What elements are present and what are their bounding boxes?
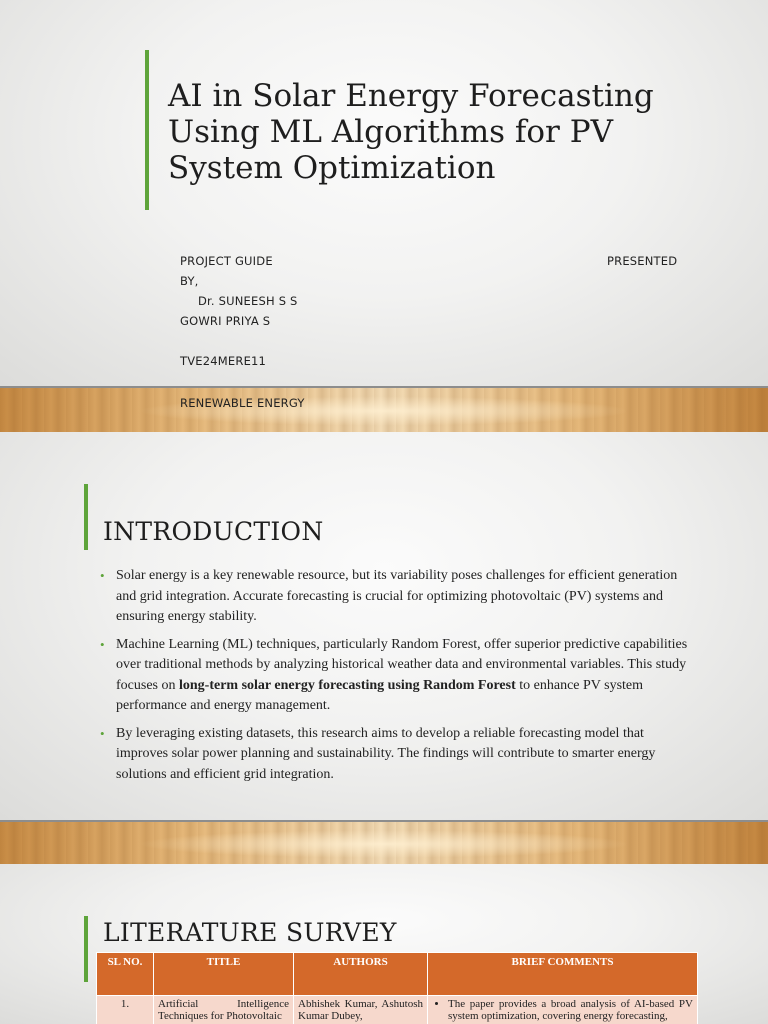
intro-heading: INTRODUCTION [103,517,324,546]
intro-bullet-2-bold-text: long-term solar energy forecasting using Random Forest [179,677,516,693]
literature-table [96,952,698,1024]
col-header-title: TITLE [154,953,294,996]
title-slide [0,0,768,388]
comment-bullet: • The paper provides a broad analysis of AI-based PV system optimization, covering energy forecasting, [448,998,693,1022]
presented-label: PRESENTED [607,254,678,268]
department-label: RENEWABLE ENERGY [180,396,305,410]
literature-survey-slide [0,864,768,1024]
wood-strip-2 [0,820,768,866]
guide-name: Dr. SUNEESH S S [198,294,298,308]
bullet-icon: • [100,568,105,583]
intro-bullet-3-text: By leveraging existing datasets, this research aims to develop a reliable forecasting model that improves solar power planning and sustainability. The findings will contribute to smarter energy solutions and efficient grid integration. [116,725,656,782]
bullet-icon: • [100,636,105,652]
intro-bullet-2 [100,635,695,717]
wood-strip-1 [0,386,768,434]
project-guide-label: PROJECT GUIDE [180,254,273,268]
intro-accent-bar [84,484,88,550]
student-name: GOWRI PRIYA S [180,314,271,328]
by-label: BY, [180,274,199,288]
introduction-slide [0,432,768,820]
table-header-row [97,953,698,996]
bullet-icon: • [100,725,105,741]
presentation-title: AI in Solar Energy Forecasting Using ML Algorithms for PV System Optimization [168,78,654,186]
col-header-brief-comments: BRIEF COMMENTS [428,953,698,996]
cell-brief-comments [428,996,698,1024]
table-row [97,996,698,1024]
cell-sl-no: 1. [97,996,154,1024]
lit-accent-bar [84,916,88,982]
intro-bullet-2-text-after: to enhance PV system performance and energy management. [116,677,644,713]
title-accent-bar [145,50,149,210]
intro-bullet-3 [100,724,695,786]
intro-bullet-2-text-before: Machine Learning (ML) techniques, particularly Random Forest, offer superior predictive capabilities over traditional methods by analyzing historical weather data and environmental variables. This study focuses on [116,636,688,693]
lit-heading: LITERATURE SURVEY [103,918,397,947]
cell-title: Artificial Intelligence Techniques for Photovoltaic [154,996,294,1024]
cell-authors: Abhishek Kumar, Ashutosh Kumar Dubey, [294,996,428,1024]
col-header-sl-no: SL NO. [97,953,154,996]
roll-number: TVE24MERE11 [180,354,267,368]
intro-bullet-1-text: Solar energy is a key renewable resource, but its variability poses challenges for efficient generation and grid integration. Accurate forecasting is crucial for optimizing photovoltaic (PV) systems and ensuring energy stability. [116,568,678,624]
col-header-authors: AUTHORS [294,953,428,996]
intro-bullet-1 [100,566,695,628]
intro-bullet-list [100,566,695,792]
